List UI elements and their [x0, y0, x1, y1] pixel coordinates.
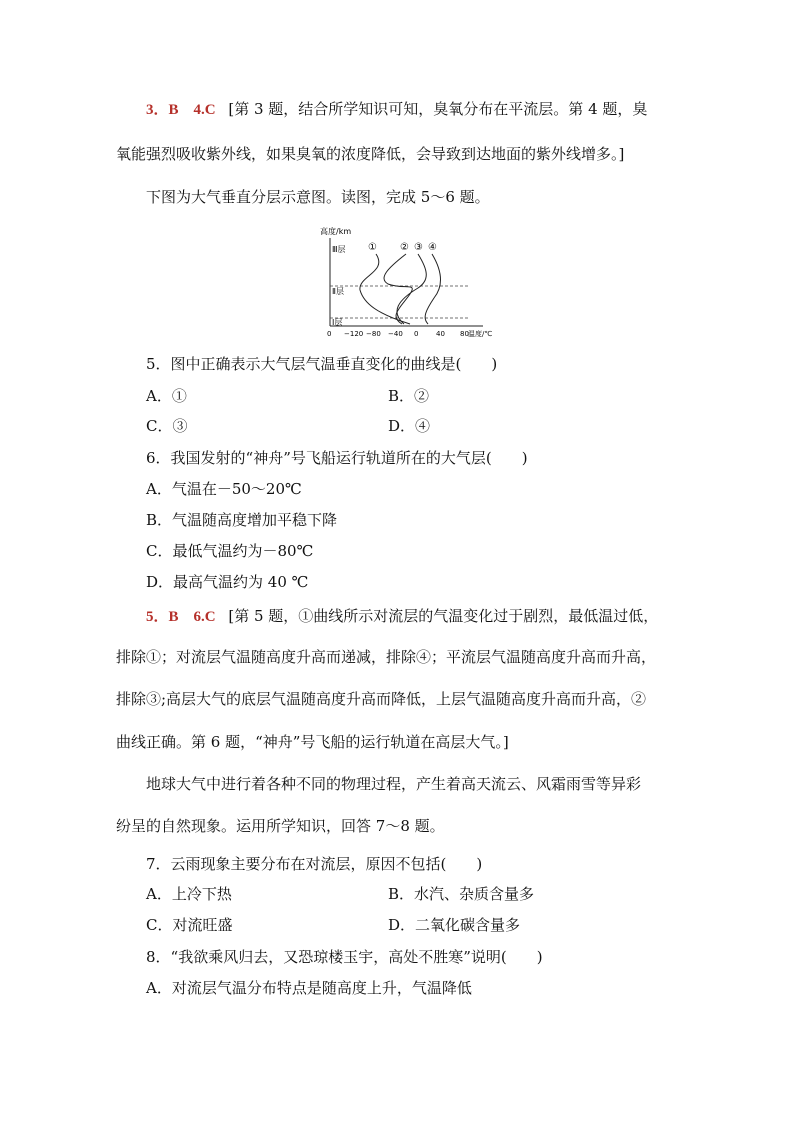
q6-option-a: A．气温在－50～20℃ [146, 480, 302, 498]
intro-5-6: 下图为大气垂直分层示意图。读图，完成 5～6 题。 [146, 188, 490, 206]
explanation-3-4-part2: 氧能强烈吸收紫外线，如果臭氧的浓度降低，会导致到达地面的紫外线增多。] [116, 145, 625, 163]
curve-3 [397, 254, 426, 324]
q6-stem: 6．我国发射的“神舟”号飞船运行轨道所在的大气层( ) [146, 449, 528, 467]
x-tick-pos40: 40 [436, 330, 445, 338]
layer-2-label: Ⅱ层 [332, 287, 344, 296]
curve-label-3: ③ [414, 242, 423, 253]
q7-option-a: A．上冷下热 [146, 885, 232, 903]
x-axis-label: 温度/℃ [468, 330, 493, 338]
explanation-5-6-part3: 排除③;高层大气的底层气温随高度升高而降低，上层气温随高度升高而升高，② [116, 690, 647, 708]
q8-option-a: A．对流层气温分布特点是随高度上升，气温降低 [146, 979, 472, 997]
curve-label-2: ② [400, 242, 409, 253]
q6-option-b: B．气温随高度增加平稳下降 [146, 511, 338, 529]
x-tick-zero: 0 [414, 330, 419, 338]
x-tick-120: −120 [344, 330, 364, 338]
answer-5-6: 5．B 6.C [146, 609, 216, 625]
answer-3-4: 3．B 4.C [146, 102, 216, 118]
curve-1 [360, 254, 410, 324]
curve-2 [384, 254, 412, 324]
q5-option-b: B．② [388, 387, 430, 405]
answer-5-6-line1 [146, 605, 658, 626]
curve-4 [425, 254, 440, 324]
explanation-5-6-part4: 曲线正确。第 6 题，“神舟”号飞船的运行轨道在高层大气。] [116, 733, 509, 751]
atmosphere-layer-diagram [318, 224, 518, 342]
q7-stem: 7．云雨现象主要分布在对流层，原因不包括( ) [146, 855, 483, 873]
q7-option-b: B．水汽、杂质含量多 [388, 885, 535, 903]
x-tick-pos80: 80 [460, 330, 469, 338]
q8-stem: 8．“我欲乘风归去，又恐琼楼玉宇，高处不胜寒”说明( ) [146, 948, 543, 966]
explanation-5-6-part1: [第 5 题，①曲线所示对流层的气温变化过于剧烈，最低温过低， [228, 607, 659, 625]
q5-option-c: C．③ [146, 417, 188, 435]
y-axis-label: 高度/km [320, 227, 352, 236]
explanation-3-4-part1: [第 3 题，结合所学知识可知，臭氧分布在平流层。第 4 题，臭 [228, 100, 648, 118]
q5-option-a: A．① [146, 387, 187, 405]
intro-7-8-line2: 纷呈的自然现象。运用所学知识，回答 7～8 题。 [116, 817, 445, 835]
q7-option-d: D．二氧化碳含量多 [388, 916, 521, 934]
q7-option-c: C．对流旺盛 [146, 916, 233, 934]
x-tick-0: 0 [327, 330, 332, 338]
layer-1-label: Ⅰ层 [332, 318, 343, 327]
curve-label-4: ④ [428, 242, 437, 253]
curve-label-1: ① [368, 242, 377, 253]
intro-7-8-line1: 地球大气中进行着各种不同的物理过程，产生着高天流云、风霜雨雪等异彩 [146, 775, 642, 793]
x-tick-40: −40 [388, 330, 403, 338]
explanation-5-6-part2: 排除①；对流层气温随高度升高而递减，排除④；平流层气温随高度升高而升高， [116, 648, 657, 666]
q6-option-c: C．最低气温约为－80℃ [146, 542, 314, 560]
layer-3-label: Ⅲ层 [332, 245, 346, 254]
q5-stem: 5．图中正确表示大气层气温垂直变化的曲线是( ) [146, 355, 498, 373]
q5-option-d: D．④ [388, 417, 431, 435]
answer-3-4-line1 [146, 98, 647, 119]
x-tick-80: −80 [366, 330, 381, 338]
q6-option-d: D．最高气温约为 40 ℃ [146, 573, 309, 591]
